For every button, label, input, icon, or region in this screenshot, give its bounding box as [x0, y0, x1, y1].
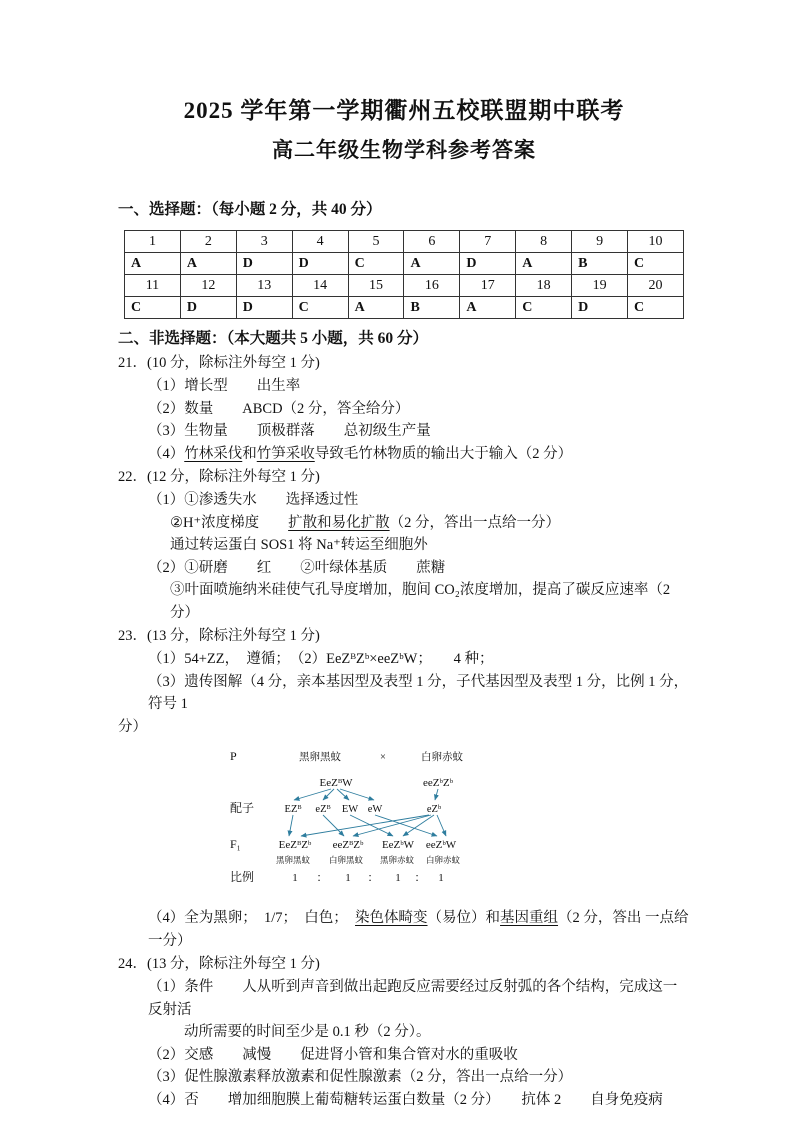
question-number-cell: 12 — [180, 275, 236, 297]
ratio-label: 比例 — [230, 870, 255, 884]
cross-diagram-svg — [230, 742, 530, 890]
gamete: eW — [367, 804, 383, 815]
cross-arrow — [337, 789, 349, 800]
question-number-cell: 4 — [292, 231, 348, 253]
f1-phenotype: 白卵赤蚊 — [425, 855, 461, 865]
question-number-cell: 15 — [348, 275, 404, 297]
ratio-separator: ： — [316, 872, 328, 884]
text-fragment: （2 分，答出 一点给 一分） — [148, 910, 689, 949]
gamete: EW — [341, 804, 359, 815]
answer-cell: C — [292, 297, 348, 319]
gamete: eZᵇ — [426, 804, 442, 815]
text-fragment: 导致毛竹林物质的输出大于输入（2 分） — [314, 445, 573, 462]
underlined-answer: 基因重组 — [500, 910, 559, 926]
underlined-answer: 染色体畸变 — [355, 910, 428, 926]
answer-cell: A — [516, 253, 572, 275]
gamete: EZᴮ — [284, 804, 302, 815]
answer-cell: C — [628, 297, 684, 319]
q24-answer-4: （4）否 增加细胞膜上葡萄糖转运蛋白数量（2 分） 抗体 2 自身免疫病 — [148, 1091, 663, 1108]
multiple-choice-answer-table — [124, 230, 684, 319]
q21-answer-4 — [118, 443, 690, 466]
question-number-cell: 13 — [236, 275, 292, 297]
q24-answer-2: （2）交感 减慢 促进肾小管和集合管对水的重吸收 — [148, 1046, 518, 1063]
q24-answer-3: （3）促性腺激素释放激素和促性腺激素（2 分，答出一点给一分） — [148, 1069, 573, 1085]
q23-answer-1: （1）54+ZZ， 遵循； （2）EeZᴮZᵇ×eeZᵇW； 4 种； — [148, 651, 494, 667]
q22-answer-1: （1）①渗透失水 选择透过性 — [148, 492, 359, 508]
f1-phenotype: 黑卵赤蚊 — [379, 855, 415, 865]
question-number-cell: 20 — [628, 275, 684, 297]
page-title: 2025 学年第一学期衢州五校联盟期中联考 — [183, 98, 625, 123]
f1-genotype: EeZᵇW — [381, 839, 415, 851]
cross-arrow — [340, 789, 374, 800]
answer-cell: D — [572, 297, 628, 319]
q22-answer-3: 通过转运蛋白 SOS1 将 Na⁺转运至细胞外 — [170, 537, 428, 553]
answer-cell: D — [236, 253, 292, 275]
question-number-cell: 10 — [628, 231, 684, 253]
cross-arrow — [435, 789, 438, 800]
f1-phenotype: 白卵黑蚊 — [328, 855, 364, 865]
cross-arrow — [437, 815, 446, 836]
answer-cell: D — [180, 297, 236, 319]
question-number-cell: 1 — [125, 231, 181, 253]
question-number-cell: 2 — [180, 231, 236, 253]
text-fragment: （2 分，答出一点给一分） — [389, 514, 560, 531]
q21-answer-3: （3）生物量 顶极群落 总初级生产量 — [148, 423, 431, 439]
cross-arrow — [350, 815, 393, 836]
table-row-numbers-1 — [125, 231, 684, 253]
ratio-value: 1 — [292, 872, 298, 884]
cross-arrow — [294, 789, 331, 800]
f1-genotype: eeZᴮZᵇ — [332, 839, 364, 851]
q21-answer-1: （1）增长型 出生率 — [148, 378, 301, 394]
table-row-numbers-2 — [125, 275, 684, 297]
genetic-cross-diagram — [230, 742, 690, 895]
question-number-cell: 17 — [460, 275, 516, 297]
ratio-separator: ： — [414, 872, 426, 884]
q23-answer-4 — [118, 907, 690, 952]
q23-answer-3a: （3）遗传图解（4 分，亲本基因型及表型 1 分，子代基因型及表型 1 分，比例 1 分，符号 1 — [148, 673, 689, 712]
question-number-cell: 5 — [348, 231, 404, 253]
q23-title: 23．(13 分，除标注外每空 1 分) — [118, 628, 320, 644]
answer-cell: C — [348, 253, 404, 275]
q23-answer-3b: 分） — [118, 718, 147, 735]
f1-generation-label: F₁ — [230, 837, 241, 851]
q21-title: 21．(10 分，除标注外每空 1 分) — [118, 355, 320, 371]
table-row-answers-2 — [125, 297, 684, 319]
parent2-phenotype: 白卵赤蚊 — [421, 752, 463, 763]
question-number-cell: 6 — [404, 231, 460, 253]
answer-cell: A — [180, 253, 236, 275]
question-number-cell: 9 — [572, 231, 628, 253]
answer-cell: D — [460, 253, 516, 275]
parent1-phenotype: 黑卵黑蚊 — [299, 752, 341, 763]
question-number-cell: 8 — [516, 231, 572, 253]
answer-cell: D — [292, 253, 348, 275]
text-fragment: 和 — [242, 445, 257, 462]
ratio-value: 1 — [395, 872, 401, 884]
answer-cell: A — [404, 253, 460, 275]
q21-answer-2: （2）数量 ABCD（2 分，答全给分） — [148, 400, 410, 417]
f1-genotype: EeZᴮZᵇ — [278, 839, 312, 851]
q22-answer-5: ③叶面喷施纳米硅使气孔导度增加，胞间 CO₂浓度增加，提高了碳反应速率（2 分） — [170, 582, 671, 621]
question-number-cell: 3 — [236, 231, 292, 253]
text-fragment: （4） — [148, 445, 185, 462]
question-number-cell: 7 — [460, 231, 516, 253]
answer-cell: D — [236, 297, 292, 319]
question-number-cell: 18 — [516, 275, 572, 297]
f1-genotype: eeZᵇW — [425, 839, 457, 851]
ratio-value: 1 — [345, 872, 351, 884]
answer-cell: C — [516, 297, 572, 319]
parent2-genotype: eeZᵇZᵇ — [422, 777, 454, 789]
answer-cell: B — [404, 297, 460, 319]
text-fragment: （4）全为黑卵； 1/7； 白色； — [148, 910, 356, 926]
ratio-value: 1 — [438, 872, 444, 884]
underlined-answer: 扩散和易化扩散 — [288, 514, 390, 531]
q24-answer-1-line1: （1）条件 人从听到声音到做出起跑反应需要经过反射弧的各个结构，完成这一反射活 — [148, 979, 678, 1018]
answer-cell: C — [125, 297, 181, 319]
text-fragment: ②H⁺浓度梯度 — [170, 514, 289, 531]
cross-symbol: × — [380, 752, 386, 763]
q24-answer-1-line2: 动所需要的时间至少是 0.1 秒（2 分）。 — [184, 1024, 431, 1040]
answer-cell: A — [460, 297, 516, 319]
answer-cell: A — [348, 297, 404, 319]
answer-cell: A — [125, 253, 181, 275]
f1-phenotype: 黑卵黑蚊 — [275, 855, 311, 865]
q24-title: 24．(13 分，除标注外每空 1 分) — [118, 956, 320, 972]
gametes-label: 配子 — [230, 801, 255, 815]
q22-answer-2 — [118, 512, 690, 535]
answer-cell: B — [572, 253, 628, 275]
cross-arrow — [375, 815, 437, 836]
question-number-cell: 11 — [125, 275, 181, 297]
underlined-answer: 竹笋采收 — [256, 445, 315, 462]
cross-arrow — [289, 815, 293, 836]
section-2-heading: 二、非选择题：（本大题共 5 小题，共 60 分） — [118, 330, 429, 347]
cross-arrow — [323, 815, 344, 836]
ratio-separator: ： — [367, 872, 379, 884]
section-1-heading: 一、选择题：（每小题 2 分，共 40 分） — [118, 201, 382, 218]
gamete: eZᴮ — [315, 804, 331, 815]
q22-answer-4: （2）①研磨 红 ②叶绿体基质 蔗糖 — [148, 559, 446, 576]
question-number-cell: 16 — [404, 275, 460, 297]
table-row-answers-1 — [125, 253, 684, 275]
question-number-cell: 19 — [572, 275, 628, 297]
q22-title: 22．(12 分，除标注外每空 1 分) — [118, 469, 320, 485]
p-generation-label: P — [230, 749, 237, 763]
underlined-answer: 竹林采伐 — [184, 445, 243, 462]
text-fragment: （易位）和 — [427, 910, 501, 926]
answer-cell: C — [628, 253, 684, 275]
page-subtitle: 高二年级生物学科参考答案 — [272, 138, 536, 162]
question-number-cell: 14 — [292, 275, 348, 297]
parent1-genotype: EeZᴮW — [319, 777, 353, 789]
